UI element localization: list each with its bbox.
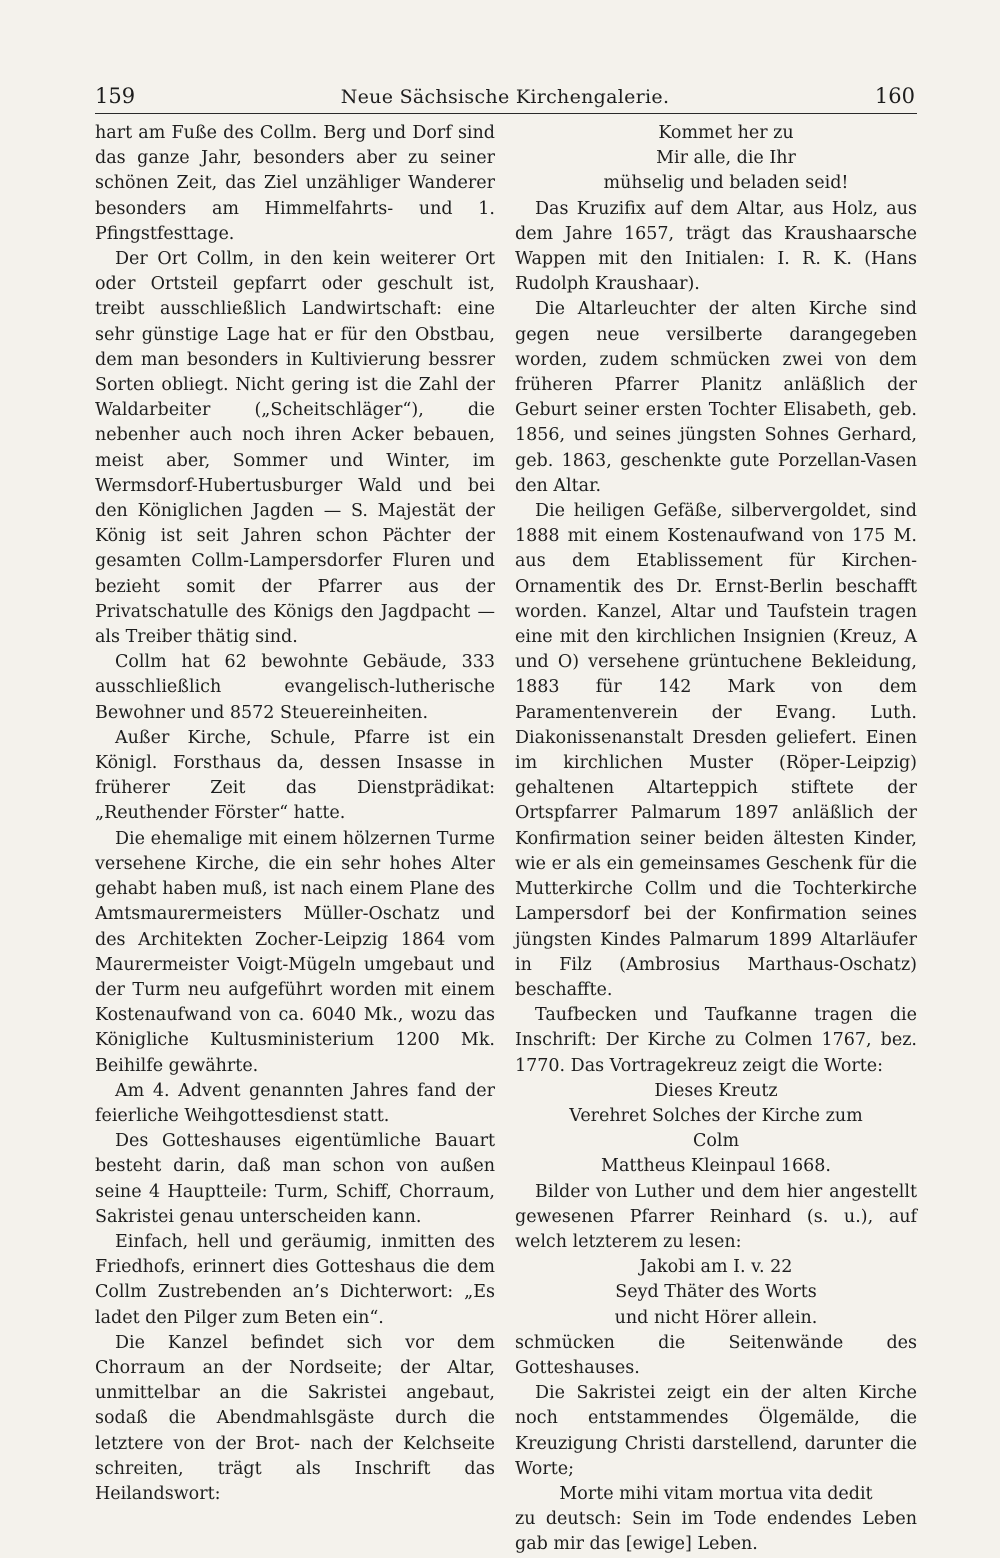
- right-paragraph: Colm: [692, 1131, 740, 1152]
- left-paragraph: Am 4. Advent genannten Jahres fand der feierliche Weihgottesdienst statt.: [95, 1080, 495, 1126]
- left-paragraph: hart am Fuße des Collm. Berg und Dorf sind das ganze Jahr, besonders aber zu seiner schönen Zeit, das Ziel unzähliger Wanderer besonders am Himmelfahrts- und 1. Pfingstfesttage.: [95, 123, 495, 244]
- page-number-right: 160: [874, 84, 915, 108]
- left-paragraph: Der Ort Collm, in den kein weiterer Ort oder Ortsteil gepfarrt oder geschult ist, treibt ausschließlich Landwirtschaft: eine sehr günstige Lage hat er für den Obstbau, dem man besonders in Kultivierung bessrer Sorten obliegt. Nicht gering ist die Zahl der Waldarbeiter („Scheitschläger“), die nebenher auch noch ihren Acker bebauen, meist aber, Sommer und Winter, im Wermsdorf-Hubertusburger Wald und bei den Königlichen Jagden — S. Majestät der König ist seit Jahren schon Pächter der gesamten Collm-Lampersdorfer Fluren und bezieht somit der Pfarrer aus der Privatschatulle des Königs den Jagdpacht — als Treiber thätig sind.: [95, 249, 495, 648]
- left-paragraph: Außer Kirche, Schule, Pfarre ist ein Königl. Forsthaus da, dessen Insasse in früherer Zeit das Dienstprädikat: „Reuthender Förster“ hatte.: [95, 727, 495, 824]
- left-paragraph: Einfach, hell und geräumig, inmitten des Friedhofs, erinnert dies Gotteshaus die dem Collm Zustrebenden an’s Dichterwort: „Es ladet den Pilger zum Beten ein“.: [95, 1231, 495, 1328]
- right-paragraph: Bilder von Luther und dem hier angestellt gewesenen Pfarrer Reinhard (s. u.), auf welch letzterem zu lesen:: [515, 1181, 917, 1252]
- right-paragraph: Seyd Thäter des Worts: [615, 1282, 817, 1303]
- left-column: [95, 121, 495, 1504]
- right-paragraph: Taufbecken und Taufkanne tragen die Inschrift: Der Kirche zu Colmen 1767, bez. 1770. Das Vortragekreuz zeigt die Worte:: [515, 1005, 917, 1076]
- right-paragraph: und nicht Hörer allein.: [614, 1307, 818, 1328]
- right-paragraph: Verehret Solches der Kirche zum: [569, 1105, 863, 1126]
- page-number-left: 159: [95, 84, 136, 108]
- left-paragraph: Die Kanzel befindet sich vor dem Chorraum an der Nordseite; der Altar, unmittelbar an die Sakristei angebaut, sodaß die Abendmahlsgäste durch die letztere von der Brot- nach der Kelchseite schreiten, trägt als Inschrift das Heilandswort:: [95, 1332, 495, 1504]
- right-paragraph: Mattheus Kleinpaul 1668.: [601, 1156, 831, 1177]
- right-paragraph: mühselig und beladen seid!: [603, 173, 849, 194]
- right-paragraph: Mir alle, die Ihr: [656, 148, 796, 169]
- right-paragraph: schmücken die Seitenwände des Gotteshauses.: [515, 1332, 917, 1378]
- running-header: [95, 84, 915, 114]
- right-paragraph: Kommet her zu: [658, 123, 794, 143]
- right-paragraph: Die heiligen Gefäße, silbervergoldet, sind 1888 mit einem Kostenaufwand von 175 M. aus dem Etablissement für Kirchen-Ornamentik des Dr. Ernst-Berlin beschafft worden. Kanzel, Altar und Taufstein tragen eine mit den kirchlichen Insignien (Kreuz, A und O) versehene grüntuchene Bekleidung, 1883 für 142 Mark von dem Paramentenverein der Evang. Luth. Diakonissenanstalt Dresden geliefert. Einen im kirchlichen Muster (Röper-Leipzig) gehaltenen Altarteppich stiftete der Ortspfarrer Palmarum 1897 anläßlich der Konfirmation seiner beiden ältesten Kinder, wie er als ein gemeinsames Geschenk für die Mutterkirche Collm und die Tochterkirche Lampersdorf bei der Konfirmation seines jüngsten Kindes Palmarum 1899 Altarläufer in Filz (Ambrosius Marthaus-Oschatz) beschaffte.: [515, 501, 917, 1000]
- right-paragraph: Das Kruzifix auf dem Altar, aus Holz, aus dem Jahre 1657, trägt das Kraushaarsche Wappen mit den Initialen: I. R. K. (Hans Rudolph Kraushaar).: [515, 198, 917, 295]
- right-paragraph: zu deutsch: Sein im Tode endendes Leben gab mir das [ewige] Leben.: [515, 1509, 917, 1555]
- left-paragraph: Die ehemalige mit einem hölzernen Turme versehene Kirche, die ein sehr hohes Alter gehabt haben muß, ist nach einem Plane des Amtsmaurermeisters Müller-Oschatz und des Architekten Zocher-Leipzig 1864 vom Maurermeister Voigt-Mügeln umgebaut und der Turm neu aufgeführt worden mit einem Kostenaufwand von ca. 6040 Mk., wozu das Königliche Kultusministerium 1200 Mk. Beihilfe gewährte.: [95, 828, 495, 1076]
- right-column: [515, 121, 917, 1555]
- left-paragraph: Des Gotteshauses eigentümliche Bauart besteht darin, daß man schon von außen seine 4 Hauptteile: Turm, Schiff, Chorraum, Sakristei genau unterscheiden kann.: [95, 1131, 495, 1227]
- right-paragraph: Die Sakristei zeigt ein der alten Kirche noch entstammendes Ölgemälde, die Kreuzigung Christi darstellend, darunter die Worte;: [515, 1383, 917, 1479]
- header-rule: [95, 113, 917, 114]
- right-paragraph: Dieses Kreutz: [654, 1080, 778, 1101]
- right-paragraph: Jakobi am I. v. 22: [639, 1257, 793, 1278]
- running-title: Neue Sächsische Kirchengalerie.: [340, 86, 670, 108]
- right-paragraph: Die Altarleuchter der alten Kirche sind gegen neue versilberte darangegeben worden, zudem schmücken zwei von dem früheren Pfarrer Planitz anläßlich der Geburt seiner ersten Tochter Elisabeth, geb. 1856, und seines jüngsten Sohnes Gerhard, geb. 1863, geschenkte gute Porzellan-Vasen den Altar.: [515, 299, 917, 496]
- left-paragraph: Collm hat 62 bewohnte Gebäude, 333 ausschließlich evangelisch-lutherische Bewohner und 8572 Steuereinheiten.: [95, 652, 495, 723]
- right-paragraph: Morte mihi vitam mortua vita dedit: [559, 1483, 873, 1504]
